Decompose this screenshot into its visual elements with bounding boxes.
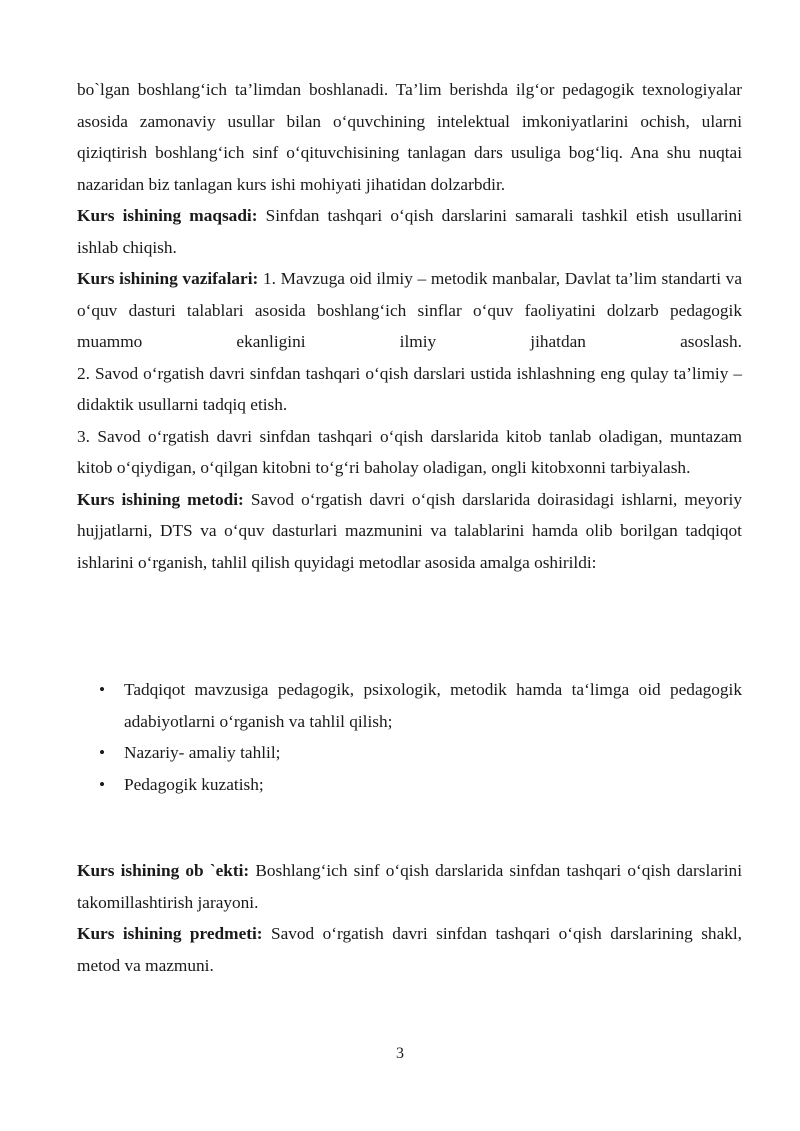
bullet-icon: • [99, 680, 106, 699]
intro-paragraph [77, 74, 742, 200]
goal-text: Sinfdan tashqari o‘qish darslarini samarali tashkil etish usullarini ishlab chiqish. [77, 206, 742, 257]
method-paragraph [77, 484, 742, 579]
intro-text: bo`lgan boshlang‘ich ta’limdan boshlanadi. Ta’lim berishda ilg‘or pedagogik texnologiyalar asosida zamonaviy usullar bilan o‘quvchining intelektual imkoniyatlarini ochish, ularni qiziqtirish boshlang‘ich sinf o‘qituvchisining tanlagan dars usuliga bog‘liq. Ana shu nuqtai nazaridan biz tanlagan kurs ishi mohiyati jihatidan dolzarbdir. [77, 80, 742, 194]
tasks-text: 1. Mavzuga oid ilmiy – metodik manbalar, Davlat ta’lim standarti va o‘quv dasturi talablari asosida boshlang‘ich sinflar o‘quv faoliyatini dolzarb pedagogik muammo ekanligini ilmiy jihatdan asoslash. [77, 269, 742, 351]
list-item-text: Tadqiqot mavzusiga pedagogik, psixologik, metodik hamda ta‘limga oid pedagogik adabiyotlarni o‘rganish va tahlil qilish; [124, 680, 742, 731]
method-label: Kurs ishining metodi: [77, 489, 244, 509]
body-text-block [77, 74, 742, 578]
bullet-icon: • [99, 743, 106, 762]
task-item-3 [77, 421, 742, 484]
tasks-label: Kurs ishining vazifalari: [77, 269, 259, 288]
goal-paragraph [77, 200, 742, 263]
task-item-2 [77, 358, 742, 421]
object-text: Boshlang‘ich sinf o‘qish darslarida sinfdan tashqari o‘qish darslarini takomillashtirish jarayoni. [77, 861, 742, 912]
subject-label: Kurs ishining predmeti: [77, 924, 263, 943]
goal-label: Kurs ishining maqsadi: [77, 206, 258, 225]
page-number: 3 [396, 1045, 404, 1062]
bullet-icon: • [99, 774, 106, 794]
list-item [77, 769, 742, 801]
object-paragraph [77, 855, 742, 918]
task-item-2-text: 2. Savod o‘rgatish davri sinfdan tashqari o‘qish darslari ustida ishlashning eng qulay ta’limiy – didaktik usullarni tadqiq etish. [77, 363, 742, 414]
list-item-text: Nazariy- amaliy tahlil; [124, 743, 281, 762]
object-subject-block [77, 855, 742, 981]
subject-paragraph [77, 918, 742, 981]
object-label: Kurs ishining ob `ekti: [77, 861, 250, 880]
list-item [77, 674, 742, 737]
list-item-text: Pedagogik kuzatish; [124, 774, 264, 794]
method-list [77, 674, 742, 800]
tasks-paragraph [77, 263, 742, 358]
task-item-3-text: 3. Savod o‘rgatish davri sinfdan tashqari o‘qish darslarida kitob tanlab oladigan, muntazam kitob o‘qiydigan, o‘qilgan kitobni to‘g‘ri baholay oladigan, ongli kitobxonni tarbiyalash. [77, 426, 742, 477]
method-text: Savod o‘rgatish davri o‘qish darslarida doirasidagi ishlarni, meyoriy hujjatlarni, DTS va o‘quv dasturlari mazmunini va talablarini hamda olib borilgan tadqiqot ishlarini o‘rganish, tahlil qilish quyidagi metodlar asosida amalga oshirildi: [77, 489, 742, 572]
list-item [77, 737, 742, 769]
subject-text: Savod o‘rgatish davri sinfdan tashqari o‘qish darslarining shakl, metod va mazmuni. [77, 924, 742, 975]
